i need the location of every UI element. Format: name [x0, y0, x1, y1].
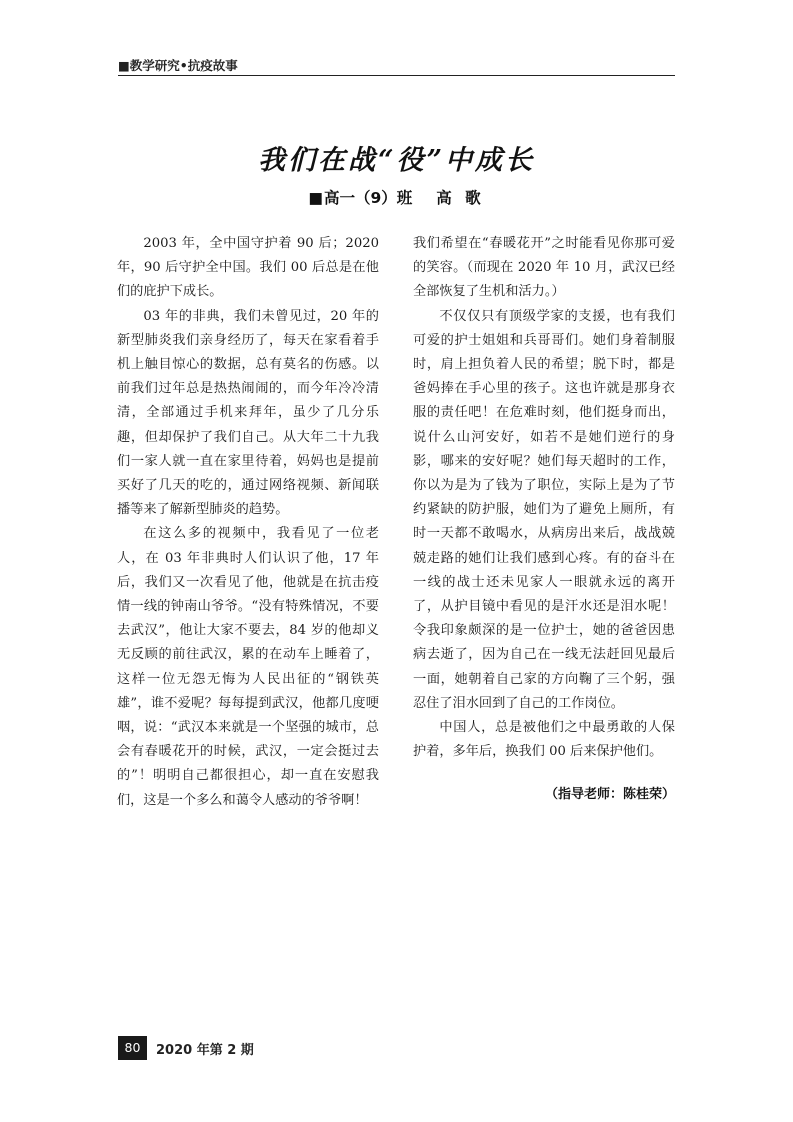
left-column: [117, 232, 379, 813]
running-header: [118, 55, 675, 76]
issue-label: 2020 年第 2 期: [156, 1043, 254, 1058]
page-number: 80: [118, 1036, 147, 1060]
byline: [0, 186, 793, 208]
paragraph-continuation: 我们希望在“春暖花开”之时能看见你那可爱的笑容。（而现在 2020 年 10 月，武汉已经全部恢复了生机和活力。）: [413, 236, 675, 300]
paragraph: 在这么多的视频中，我看见了一位老人，在 03 年非典时人们认识了他，17 年后，我们又一次看见了他，他就是在抗击疫情一线的钟南山爷爷。“没有特殊情况，不要去武汉”，他让大家不要去，84 岁的他却义无反顾的前往武汉，累的在动车上睡着了，这样一位无怨无悔为人民出征的“钢铁英雄”，谁不爱呢？每每提到武汉，他都几度哽咽，说：“武汉本来就是一个坚强的城市，总会有春暖花开的时候，武汉，一定会挺过去的”！明明自己都很担心，却一直在安慰我们，这是一个多么和蔼令人感动的爷爷啊！: [117, 526, 379, 808]
right-column: [413, 232, 675, 764]
paragraph: 03 年的非典，我们未曾见过，20 年的新型肺炎我们亲身经历了，每天在家看着手机上触目惊心的数据，总有莫名的伤感。以前我们过年总是热热闹闹的，而今年冷冷清清，全部通过手机来拜年，虽少了几分乐趣，但却保护了我们自己。从大年二十九我们一家人就一直在家里待着，妈妈也是提前买好了几天的吃的，通过网络视频、新闻联播等来了解新型肺炎的趋势。: [117, 308, 379, 518]
article-title: 我们在战“役”中成长: [257, 145, 536, 176]
section-label: ■教学研究•抗疫故事: [118, 58, 238, 73]
paragraph: 中国人，总是被他们之中最勇敢的人保护着，多年后，换我们 00 后来保护他们。: [413, 720, 675, 760]
paragraph: 2003 年，全中国守护着 90 后；2020 年，90 后守护全中国。我们 00 后总是在他们的庇护下成长。: [117, 236, 379, 300]
paragraph: 不仅仅只有顶级学家的支援，也有我们可爱的护士姐姐和兵哥哥们。她们身着制服时，肩上担负着人民的希望；脱下时，都是爸妈捧在手心里的孩子。这也许就是那身衣服的责任吧！在危难时刻，他们挺身而出，说什么山河安好，如若不是她们逆行的身影，哪来的安好呢？她们每天超时的工作，你以为是为了钱为了职位，实际上是为了节约紧缺的防护服，她们为了避免上厕所，有时一天都不敢喝水，从病房出来后，战战兢兢走路的她们让我们感到心疼。有的奋斗在一线的战士还未见家人一眼就永远的离开了，从护目镜中看见的是汗水还是泪水呢！令我印象颇深的是一位护士，她的爸爸因患病去逝了，因为自己在一线无法赶回见最后一面，她朝着自己家的方向鞠了三个躬，强忍住了泪水回到了自己的工作岗位。: [413, 308, 675, 711]
advisor-credit: （指导老师：陈桂荣）: [544, 787, 675, 802]
byline-author: 高 歌: [436, 189, 485, 207]
byline-class: 高一（9）班: [323, 189, 413, 207]
byline-mark: ■: [308, 189, 323, 207]
